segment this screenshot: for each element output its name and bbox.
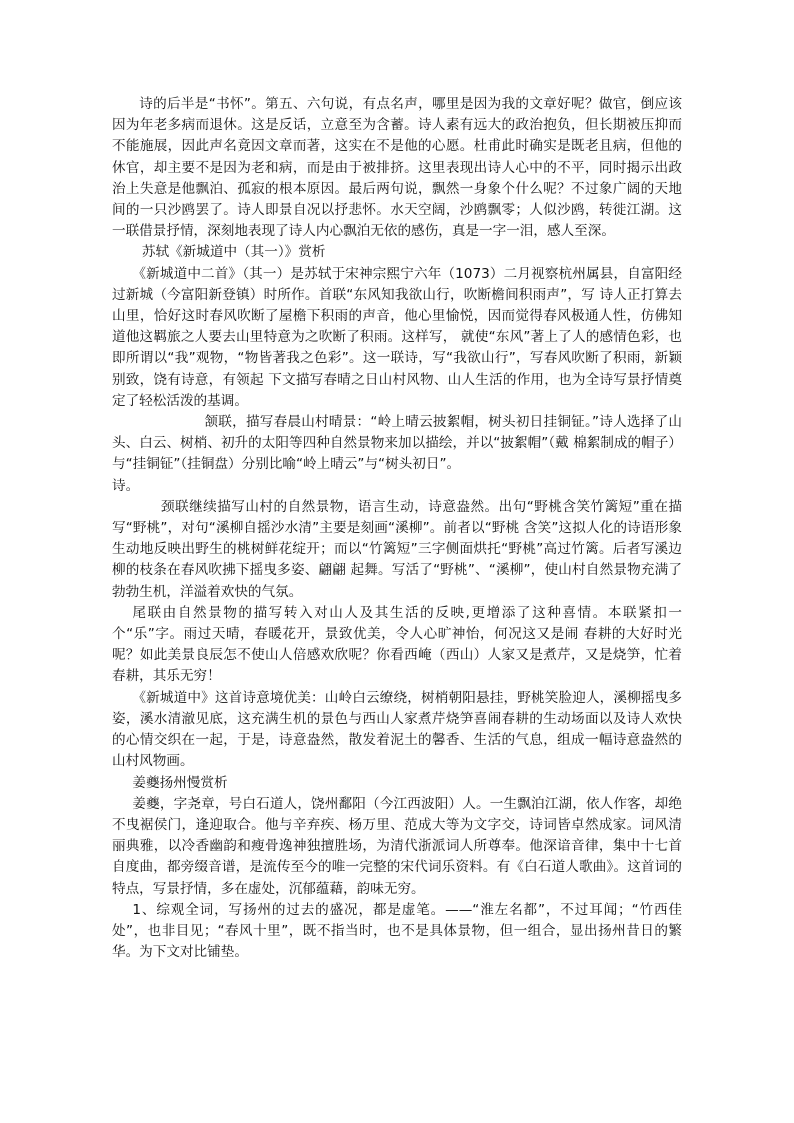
paragraph-jiang-kui-bio: 姜夔，字尧章，号白石道人，饶州鄱阳（今江西波阳）人。一生飘泊江湖，依人作客，却绝不曳裾侯门，逢迎取合。他与辛弃疾、杨万里、范成大等为文字交，诗词皆卓然成家。词风清丽典雅，以冷香幽韵和瘦骨逸神独擅胜场，为清代浙派词人所尊奉。他深谙音律，集中十七首自度曲，都旁缀音谱，是流传至今的唯一完整的宋代词乐资料。有《白石道人歌曲》。这首词的特点，写景抒情，多在虚处，沉郁蕴藉，韵味无穷。	[112, 795, 682, 897]
paragraph-jinglian: 颈联继续描写山村的自然景物，语言生动，诗意盎然。出句“野桃含笑竹篱短”重在描写“野桃”，对句“溪柳自摇沙水清”主要是刻画“溪柳”。前者以“野桃 含笑”这拟人化的诗语形象生动地反映出野生的桃树鲜花绽开；而以“竹篱短”三字侧面烘托“野桃”高过竹篱。后者写溪边柳的枝条在春风吹拂下摇曳多姿、翩翩 起舞。写活了“野桃”、“溪柳”，使山村自然景物充满了勃勃生机，洋溢着欢快的气氛。	[112, 498, 682, 600]
paragraph-fragment-shi: 诗。	[112, 477, 140, 494]
document-body	[112, 94, 682, 963]
paragraph-point-1: 1、综观全词，写扬州的过去的盛况，都是虚笔。——“淮左名都”，不过耳闻；“竹西佳处”，也非目见；“春风十里”，既不指当时，也不是具体景物，但一组合，显出扬州昔日的繁华。为下文对比铺垫。	[112, 901, 682, 961]
section-title-su-shi: 苏轼《新城道中（其一）》赏析	[141, 244, 326, 261]
paragraph-du-fu-second-half: 诗的后半是“书怀”。第五、六句说，有点名声，哪里是因为我的文章好呢？做官，倒应该因为年老多病而退休。这是反话，立意至为含蓄。诗人素有远大的政治抱负，但长期被压抑而不能施展，因此声名竟因文章而著，这实在不是他的心愿。杜甫此时确实是既老且病，但他的休官，却主要不是因为老和病，而是由于被排挤。这里表现出诗人心中的不平，同时揭示出政治上失意是他飘泊、孤寂的根本原因。最后两句说，飘然一身象个什么呢？不过象广阔的天地间的一只沙鸥罢了。诗人即景自况以抒悲怀。水天空阔，沙鸥飘零；人似沙鸥，转徙江湖。这一联借景抒情，深刻地表现了诗人内心飘泊无依的感伤，真是一字一泪，感人至深。	[112, 96, 682, 240]
section-title-jiang-kui: 姜夔扬州慢赏析	[132, 774, 228, 791]
paragraph-shoulian: 《新城道中二首》（其一）是苏轼于宋神宗熙宁六年（1073）二月视察杭州属县，自富阳经过新城（今富阳新登镇）时所作。首联“东风知我欲山行，吹断檐间积雨声”，写 诗人正打算去山里，恰好这时春风吹断了屋檐下积雨的声音，他心里愉悦，因而觉得春风极通人性，仿佛知道他这羁旅之人要去山里特意为之吹断了积雨。这样写， 就使“东风”著上了人的感情色彩，也即所谓以“我”观物，“物皆著我之色彩”。这一联诗，写“我欲山行”，写春风吹断了积雨，新颖别致，饶有诗意，有领起 下文描写春晴之日山村风物、山人生活的作用，也为全诗写景抒情奠定了轻松活泼的基调。	[112, 265, 682, 409]
paragraph-hanlian: 颔联，描写春晨山村晴景：“岭上晴云披絮帽，树头初日挂铜钲。”诗人选择了山头、白云、树梢、初升的太阳等四种自然景物来加以描绘，并以“披絮帽”（戴 棉絮制成的帽子）与“挂铜钲”（挂铜盘）分别比喻“岭上晴云”与“树头初日”。	[112, 414, 682, 473]
paragraph-summary: 《新城道中》这首诗意境优美：山岭白云缭绕，树梢朝阳悬挂，野桃笑脸迎人，溪柳摇曳多姿，溪水清澈见底，这充满生机的景色与西山人家煮芹烧笋喜闹春耕的生动场面以及诗人欢快的心情交织在一起，于是，诗意盎然，散发着泥土的馨香、生活的气息，组成一幅诗意盎然的山村风物画。	[112, 689, 682, 770]
paragraph-weilian: 尾联由自然景物的描写转入对山人及其生活的反映,更增添了这种喜情。本联紧扣一个“乐”字。雨过天晴，春暖花开，景致优美，令人心旷神怡，何况这又是闹 春耕的大好时光呢？如此美景良辰怎不使山人倍感欢欣呢？你看西崦（西山）人家又是煮芹，又是烧笋，忙着春耕，其乐无穷！	[112, 604, 682, 685]
